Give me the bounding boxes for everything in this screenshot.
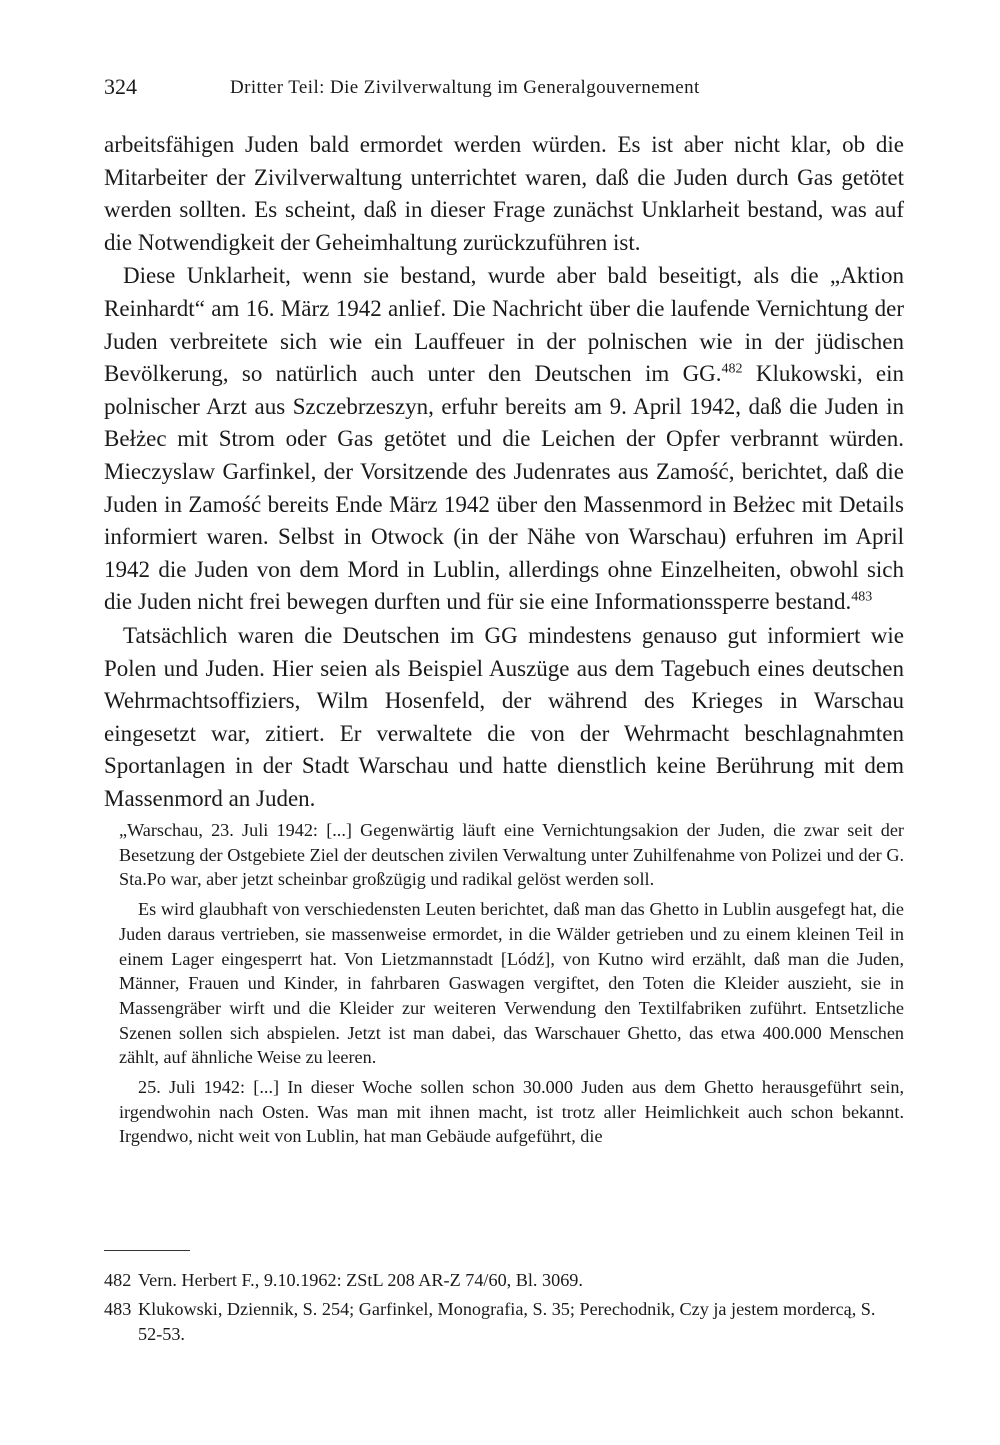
quote-paragraph-2: Es wird glaubhaft von verschiedensten Leuten berichtet, daß man das Ghetto in Lublin ausgefegt hat, die Juden daraus vertrieben, sie massenweise ermordet, in die Wälder getrieben und zu einem kleinen Teil in einem Lager eingesperrt hat. Von Lietzmannstadt [Lódź], von Kutno wird erzählt, daß man die Juden, Männer, Frauen und Kinder, in fahrbaren Gaswagen vergiftet, den Toten die Kleider auszieht, sie in Massengräber wirft und die Kleider zur weiteren Verwendung den Textilfabriken zuführt. Entsetzliche Szenen sollen sich abspielen. Jetzt ist man dabei, das Warschauer Ghetto, das etwa 400.000 Menschen zählt, auf ähnliche Weise zu leeren. xyxy=(119,899,904,1068)
footnote-483 xyxy=(104,1297,904,1347)
footnote-number: 483 xyxy=(104,1299,132,1319)
footnote-number: 482 xyxy=(104,1270,132,1290)
footnotes xyxy=(104,1268,904,1351)
quote-paragraph-3: 25. Juli 1942: [...] In dieser Woche sollen schon 30.000 Juden aus dem Ghetto herausgeführt sein, irgendwohin nach Osten. Was man mit ihnen macht, ist trotz aller Heimlichkeit auch schon bekannt. Irgendwo, nicht weit von Lublin, hat man Gebäude aufgeführt, die xyxy=(119,1077,904,1147)
main-text xyxy=(104,129,904,815)
paragraph-2-text-a: Diese Unklarheit, wenn sie bestand, wurde aber bald beseitigt, als die „Aktion Reinhardt“ am 16. März 1942 anlief. Die Nachricht über die laufende Vernichtung der Juden verbreitete sich wie ein Lauffeuer in der polnischen wie in der jüdischen Bevölkerung, so natürlich auch unter den Deutschen im GG. xyxy=(104,263,904,387)
footnote-divider xyxy=(104,1250,190,1251)
footnote-482 xyxy=(104,1268,904,1293)
page-number: 324 xyxy=(104,74,137,99)
paragraph-2 xyxy=(104,260,904,619)
quote-paragraph-1: „Warschau, 23. Juli 1942: [...] Gegenwärtig läuft eine Vernichtungsakion der Juden, die zwar seit der Besetzung der Ostgebiete Ziel der deutschen zivilen Verwaltung unter Zuhilfenahme von Polizei und der G. Sta.Po war, aber jetzt scheinbar großzügig und radikal gelöst werden soll. xyxy=(119,820,904,890)
footnote-ref-483[interactable]: 483 xyxy=(851,589,873,605)
paragraph-1: arbeitsfähigen Juden bald ermordet werden würden. Es ist aber nicht klar, ob die Mitarbeiter der Zivilverwaltung unterrichtet waren, daß die Juden durch Gas getötet werden sollten. Es scheint, daß in dieser Frage zunächst Unklarheit bestand, was auf die Notwendigkeit der Geheimhaltung zurückzuführen ist. xyxy=(104,132,904,255)
diary-quote xyxy=(119,818,904,1149)
paragraph-2-text-b: Klukowski, ein polnischer Arzt aus Szczebrzeszyn, erfuhr bereits am 9. April 1942, daß die Juden in Bełżec mit Strom oder Gas getötet und die Leichen der Opfer verbrannt würden. Mieczyslaw Garfinkel, der Vorsitzende des Judenrates aus Zamość, berichtet, daß die Juden in Zamość bereits Ende März 1942 über den Massenmord in Bełżec mit Details informiert waren. Selbst in Otwock (in der Nähe von Warschau) erfuhren im April 1942 die Juden von dem Mord in Lublin, allerdings ohne Einzelheiten, obwohl sich die Juden nicht frei bewegen durften und für sie eine Informationssperre bestand. xyxy=(104,361,904,615)
page-header xyxy=(104,74,904,104)
footnote-text: Vern. Herbert F., 9.10.1962: ZStL 208 AR-Z 74/60, Bl. 3069. xyxy=(138,1270,583,1290)
footnote-text: Klukowski, Dziennik, S. 254; Garfinkel, Monografia, S. 35; Perechodnik, Czy ja jestem mordercą, S. 52-53. xyxy=(138,1299,876,1344)
running-title: Dritter Teil: Die Zivilverwaltung im Generalgouvernement xyxy=(230,77,700,98)
footnote-ref-482[interactable]: 482 xyxy=(721,361,743,377)
paragraph-3: Tatsächlich waren die Deutschen im GG mindestens genauso gut informiert wie Polen und Juden. Hier seien als Beispiel Auszüge aus dem Tagebuch eines deutschen Wehrmachtsoffiziers, Wilm Hosenfeld, der während des Krieges in Warschau eingesetzt war, zitiert. Er verwaltete die von der Wehrmacht beschlagnahmten Sportanlagen in der Stadt Warschau und hatte dienstlich keine Berührung mit dem Massenmord an Juden. xyxy=(104,622,904,811)
